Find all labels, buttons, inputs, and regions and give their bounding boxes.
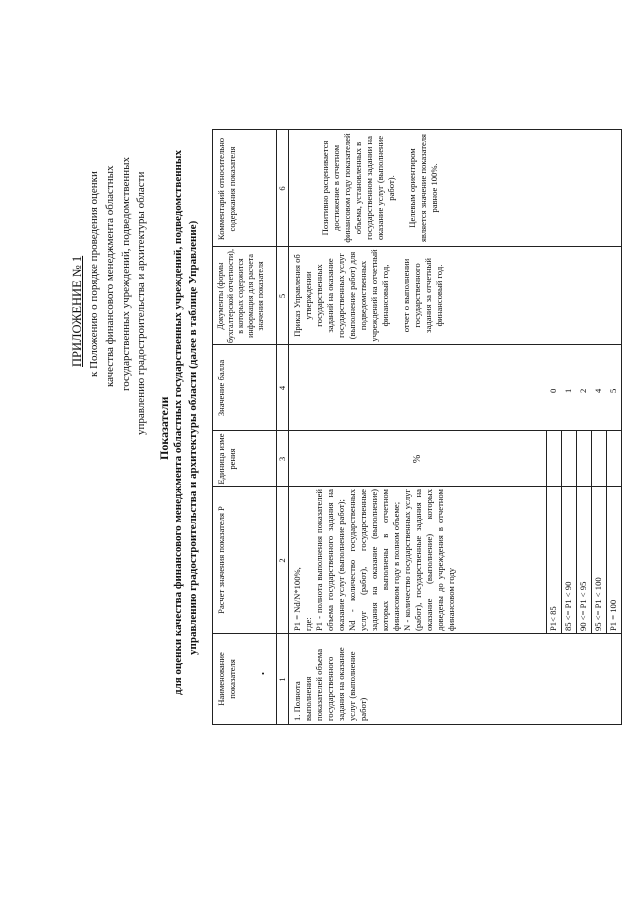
- header-documents: Документы (формы бухгалтерской отчетности), в которых содержится информация для расчета значения показателя: [216, 249, 265, 343]
- header-score: Значение балла: [216, 359, 226, 417]
- formula-where: где:: [303, 617, 313, 631]
- header-comment: Комментарий относительно содержания показателя: [216, 137, 237, 241]
- indicator-documents: [292, 249, 445, 342]
- colnum-6: 6: [277, 186, 287, 191]
- header-formula: Расчет значения показателя P: [216, 506, 226, 614]
- documents-report: отчет о выполнении государственного задания за отчетный финансовый год.: [401, 258, 444, 333]
- score-condition-2: 90 <= P1 < 95: [578, 581, 588, 631]
- indicator-formula: [292, 489, 457, 631]
- indicator-comment: [320, 133, 440, 243]
- header-name: Наименование показателя: [216, 652, 237, 706]
- appendix-title: ПРИЛОЖЕНИЕ № 1: [70, 255, 84, 367]
- header-unit: Единица измерения: [216, 433, 237, 485]
- indicator-name: 1. Полнота выполнения показателей объема государственного задания на оказание услуг (выполнение работ): [292, 647, 368, 721]
- appendix-line-3: государственных учреждений, подведомственных: [120, 156, 132, 391]
- formula-def-p1: P1 - полнота выполнения показателей объема государственного задания на оказание услуг (выполнение работ);: [314, 489, 346, 631]
- heading-title: Показатели: [157, 396, 171, 460]
- score-value-0: 0: [548, 388, 558, 393]
- colnum-1: 1: [277, 677, 287, 682]
- score-value-1: 1: [563, 388, 573, 393]
- appendix-line-4: управлению градостроительства и архитектуры области: [135, 171, 147, 435]
- documents-order: Приказ Управления об утверждении государственных заданий на оказание государственных услуг (выполнение работ) для подведомственных учреждений на отчетный финансовый год,: [292, 249, 390, 342]
- formula-def-n: N - количество государственных услуг (работ), государственные задания на оказание (выполнение) которых доведены до учреждения в отчетном финансовом году: [402, 489, 456, 631]
- comment-target: Целевым ориентиром является значение показателя равное 100%.: [407, 133, 439, 243]
- score-condition-3: 95 <= P1 < 100: [593, 577, 603, 631]
- score-value-3: 4: [593, 388, 603, 393]
- score-condition-4: P1 = 100: [608, 599, 618, 631]
- formula-line: P1 = Nd/N*100%,: [292, 567, 302, 631]
- appendix-line-2: качества финансового менеджмента областных: [104, 165, 116, 387]
- header-mark: •: [258, 671, 268, 675]
- colnum-5: 5: [277, 293, 287, 299]
- heading-subtitle-1: для оценки качества финансового менеджмента областных государственных учреждений, подведомственных: [172, 150, 184, 695]
- indicator-unit: %: [412, 454, 423, 464]
- heading-subtitle-2: управлению градостроительства и архитектуры области (далее в таблице Управление): [187, 220, 199, 655]
- indicators-table: [212, 129, 622, 725]
- formula-def-nd: Nd - количество государственных услуг (работ), государственные задания на оказание (выполнение) которых выполнены в отчетном финансовом году в полном объеме;: [347, 489, 401, 631]
- score-condition-1: 85 <= P1 < 90: [563, 581, 573, 631]
- comment-text: Позитивно расценивается достижение в отчетном финансовом году показателей объема, установленных в государственном задании на оказание услуг (выполнение работ).: [320, 133, 396, 243]
- score-condition-0: P1< 85: [548, 606, 558, 631]
- score-value-2: 2: [578, 388, 588, 393]
- colnum-2: 2: [277, 558, 287, 563]
- colnum-4: 4: [277, 385, 287, 391]
- colnum-3: 3: [277, 456, 287, 462]
- score-value-4: 5: [608, 388, 618, 393]
- appendix-line-1: к Положению о порядке проведения оценки: [88, 171, 100, 377]
